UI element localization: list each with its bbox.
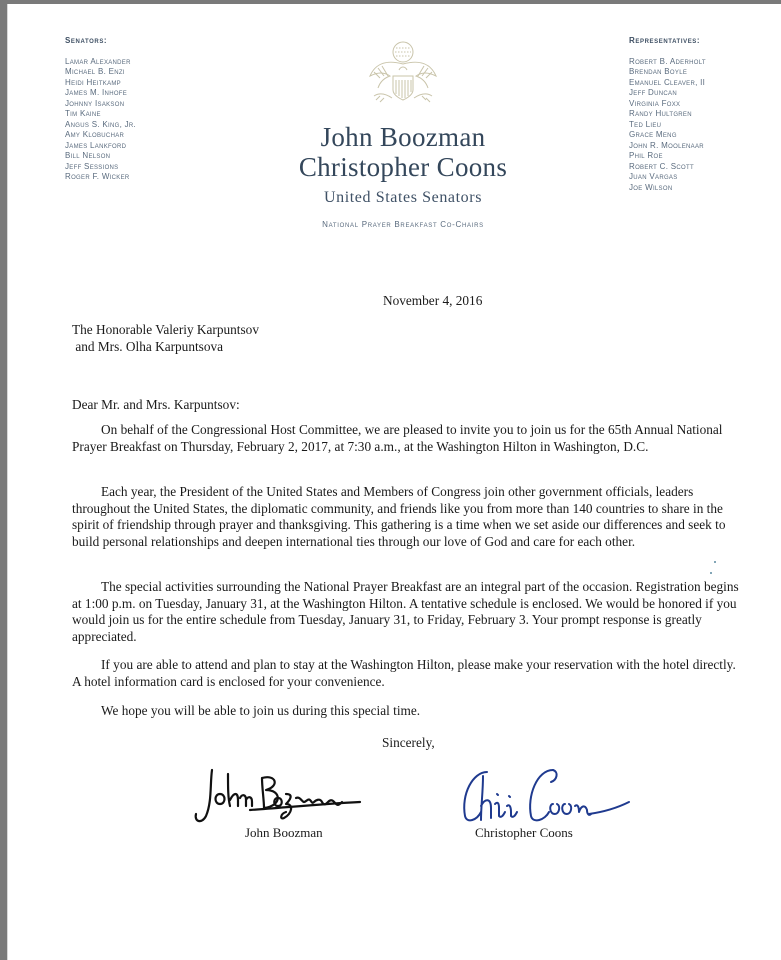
signature-coons bbox=[453, 762, 633, 830]
paragraph-text: If you are able to attend and plan to stay at the Washington Hilton, please make your reservation with the hotel directly. A hotel information card is enclosed for your convenience. bbox=[72, 657, 736, 689]
senator-name: Johnny Isakson bbox=[65, 98, 125, 108]
paragraph-text: Each year, the President of the United States and Members of Congress join other government officials, leaders throughout the United States, the diplomatic community, and friends like you from more than 140 countries to share in the spirit of friendship through prayer and thanksgiving. This gathering is a time when we set aside our differences and seek to build personal relationships and deepen international ties through our love of God and care for each other. bbox=[72, 484, 726, 549]
representative-name: Jeff Duncan bbox=[629, 88, 677, 97]
paragraph-text: The special activities surrounding the National Prayer Breakfast are an integral part of the occasion. Registration begins at 1:00 p.m. on Tuesday, January 31, at the Washington Hilton. A tentative schedule is enclosed. We would be honored if you would join us for the entire schedule from Tuesday, January 31, to Friday, February 3. Your prompt response is greatly appreciated. bbox=[72, 579, 739, 644]
representative-name: John R. Moolenaar bbox=[629, 140, 704, 150]
representatives-heading: Representatives: bbox=[629, 36, 701, 45]
representative-name: Ted Lieu bbox=[629, 119, 662, 129]
paragraph bbox=[72, 657, 742, 690]
letter-page bbox=[7, 4, 781, 960]
senator-name: Lamar Alexander bbox=[65, 56, 131, 66]
letterhead-subtitle: United States Senators bbox=[323, 189, 483, 206]
senator-name: Tim Kaine bbox=[65, 109, 101, 118]
letterhead-name-coons: Christopher Coons bbox=[298, 152, 508, 182]
address-line: The Honorable Valeriy Karpuntsov bbox=[72, 322, 259, 337]
representative-name: Grace Meng bbox=[629, 130, 677, 139]
great-seal-icon bbox=[366, 38, 440, 110]
signature-boozman bbox=[190, 764, 370, 829]
senator-name: James Lankford bbox=[65, 140, 127, 150]
address-line: and Mrs. Olha Karpuntsova bbox=[72, 338, 224, 354]
salutation: Dear Mr. and Mrs. Karpuntsov: bbox=[72, 397, 240, 412]
representative-name: Emanuel Cleaver, II bbox=[629, 77, 706, 87]
paragraph bbox=[72, 422, 742, 455]
representative-name: Joe Wilson bbox=[629, 182, 673, 192]
senator-name: Heidi Heitkamp bbox=[65, 77, 121, 87]
representative-name: Brendan Boyle bbox=[629, 67, 688, 76]
paragraph-text: We hope you will be able to join us during this special time. bbox=[101, 703, 421, 718]
senator-name: Angus S. King, Jr. bbox=[65, 119, 137, 129]
signatory-name: Christopher Coons bbox=[475, 825, 573, 840]
representatives-list bbox=[629, 36, 706, 193]
senator-name: Bill Nelson bbox=[65, 151, 111, 160]
paragraph-text: On behalf of the Congressional Host Committee, we are pleased to invite you to join us for the 65th Annual National Prayer Breakfast on Thursday, February 2, 2017, at 7:30 a.m., at the Washington Hilton in Washington, D.C. bbox=[72, 422, 723, 454]
senator-name: Jeff Sessions bbox=[65, 161, 119, 171]
closing: Sincerely, bbox=[382, 735, 435, 750]
paragraph bbox=[72, 579, 742, 645]
representative-name: Randy Hultgren bbox=[629, 109, 692, 118]
senators-list bbox=[65, 36, 136, 183]
recipient-address bbox=[72, 322, 259, 355]
representative-name: Juan Vargas bbox=[629, 172, 678, 181]
senators-heading: Senators: bbox=[65, 36, 108, 45]
scan-speck bbox=[714, 561, 716, 563]
scan-speck bbox=[710, 572, 712, 574]
letterhead-name-boozman: John Boozman bbox=[320, 122, 486, 152]
senator-name: Amy Klobuchar bbox=[65, 130, 125, 139]
representative-name: Robert B. Aderholt bbox=[629, 56, 706, 66]
letterhead-cochairs: National Prayer Breakfast Co-Chairs bbox=[322, 220, 484, 229]
letter-date: November 4, 2016 bbox=[383, 293, 483, 308]
signatory-name: John Boozman bbox=[245, 825, 323, 840]
paragraph bbox=[72, 484, 742, 550]
senator-name: James M. Inhofe bbox=[65, 88, 128, 97]
representative-name: Robert C. Scott bbox=[629, 161, 694, 171]
senator-name: Roger F. Wicker bbox=[65, 172, 130, 181]
senator-name: Michael B. Enzi bbox=[65, 67, 125, 76]
representative-name: Phil Roe bbox=[629, 151, 663, 160]
representative-name: Virginia Foxx bbox=[629, 98, 681, 108]
paragraph bbox=[72, 703, 742, 720]
